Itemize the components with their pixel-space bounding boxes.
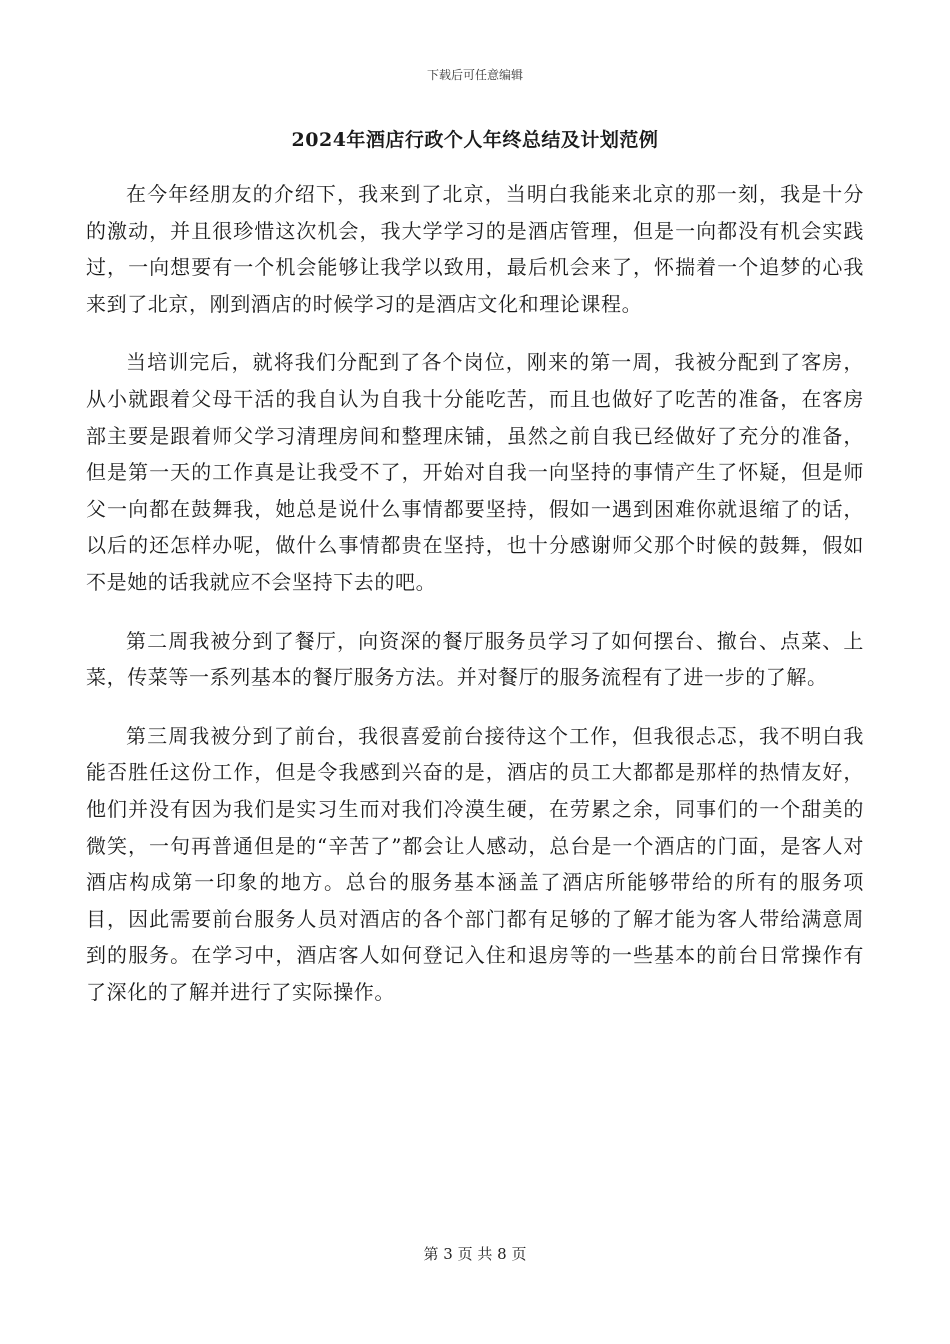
paragraph-3: 第二周我被分到了餐厅，向资深的餐厅服务员学习了如何摆台、撤台、点菜、上菜，传菜等一系列基本的餐厅服务方法。并对餐厅的服务流程有了进一步的了解。 — [86, 628, 864, 690]
document-title: 2024年酒店行政个人年终总结及计划范例 — [291, 129, 659, 151]
paragraph-1: 在今年经朋友的介绍下，我来到了北京，当明白我能来北京的那一刻，我是十分的激动，并且很珍惜这次机会，我大学学习的是酒店管理，但是一向都没有机会实践过，一向想要有一个机会能够让我学以致用，最后机会来了，怀揣着一个追梦的心我来到了北京，刚到酒店的时候学习的是酒店文化和理论课程。 — [86, 182, 864, 316]
paragraph-4: 第三周我被分到了前台，我很喜爱前台接待这个工作，但我很忐忑，我不明白我能否胜任这份工作，但是令我感到兴奋的是，酒店的员工大都都是那样的热情友好，他们并没有因为我们是实习生而对我们冷漠生硬，在劳累之余，同事们的一个甜美的微笑，一句再普通但是的“辛苦了”都会让人感动，总台是一个酒店的门面，是客人对酒店构成第一印象的地方。总台的服务基本涵盖了酒店所能够带给的所有的服务项目，因此需要前台服务人员对酒店的各个部门都有足够的了解才能为客人带给满意周到的服务。在学习中，酒店客人如何登记入住和退房等的一些基本的前台日常操作有了深化的了解并进行了实际操作。 — [86, 723, 864, 1004]
document-body — [86, 176, 864, 1032]
paragraph-2: 当培训完后，就将我们分配到了各个岗位，刚来的第一周，我被分配到了客房，从小就跟着父母干活的我自认为自我十分能吃苦，而且也做好了吃苦的准备，在客房部主要是跟着师父学习清理房间和整理床铺，虽然之前自我已经做好了充分的准备，但是第一天的工作真是让我受不了，开始对自我一向坚持的事情产生了怀疑，但是师父一向都在鼓舞我，她总是说什么事情都要坚持，假如一遇到困难你就退缩了的话，以后的还怎样办呢，做什么事情都贵在坚持，也十分感谢师父那个时候的鼓舞，假如不是她的话我就应不会坚持下去的吧。 — [86, 350, 864, 594]
page-number: 第 3 页 共 8 页 — [423, 1245, 527, 1263]
header-note: 下载后可任意编辑 — [426, 68, 523, 82]
